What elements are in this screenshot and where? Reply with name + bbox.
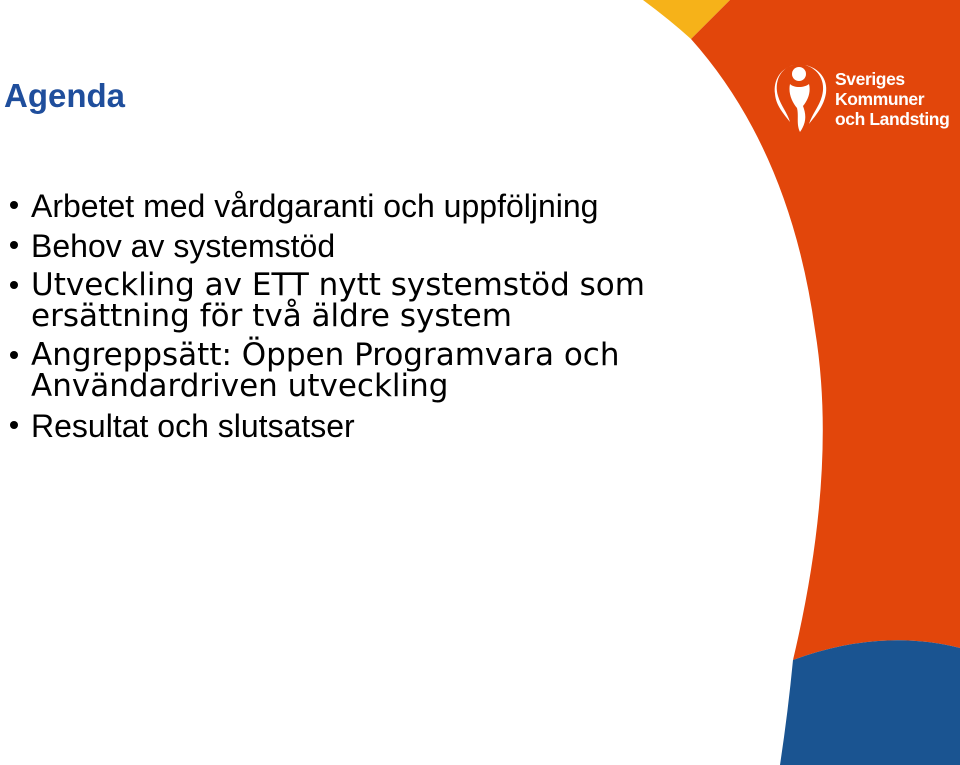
agenda-item-text: Resultat och slutsatser bbox=[31, 408, 355, 444]
bullet-icon bbox=[10, 281, 18, 289]
agenda-item bbox=[10, 410, 730, 442]
agenda-list bbox=[10, 190, 730, 442]
skl-figure-icon bbox=[772, 62, 830, 134]
skl-logo bbox=[772, 62, 952, 136]
slide-title: Agenda bbox=[4, 77, 126, 114]
bullet-icon bbox=[10, 241, 18, 249]
logo-line: och Landsting bbox=[835, 109, 950, 129]
bullet-icon bbox=[10, 201, 18, 209]
agenda-item-text: Arbetet med vårdgaranti och uppföljning bbox=[31, 188, 599, 224]
blue-band bbox=[780, 640, 960, 765]
agenda-item-text: Behov av systemstöd bbox=[31, 228, 336, 264]
logo-line: Sveriges bbox=[835, 69, 905, 89]
agenda-item-text: Utveckling av ETT nytt systemstöd som ersättning för två äldre system bbox=[31, 267, 645, 334]
agenda-item bbox=[10, 267, 730, 334]
agenda-item bbox=[10, 190, 730, 222]
logo-wordmark bbox=[835, 69, 949, 129]
agenda-item-text: Angreppsätt: Öppen Programvara och Användardriven utveckling bbox=[31, 337, 620, 404]
agenda-item bbox=[10, 337, 730, 404]
bullet-icon bbox=[10, 351, 18, 359]
bullet-icon bbox=[10, 421, 18, 429]
agenda-item bbox=[10, 230, 730, 262]
logo-line: Kommuner bbox=[835, 89, 925, 109]
